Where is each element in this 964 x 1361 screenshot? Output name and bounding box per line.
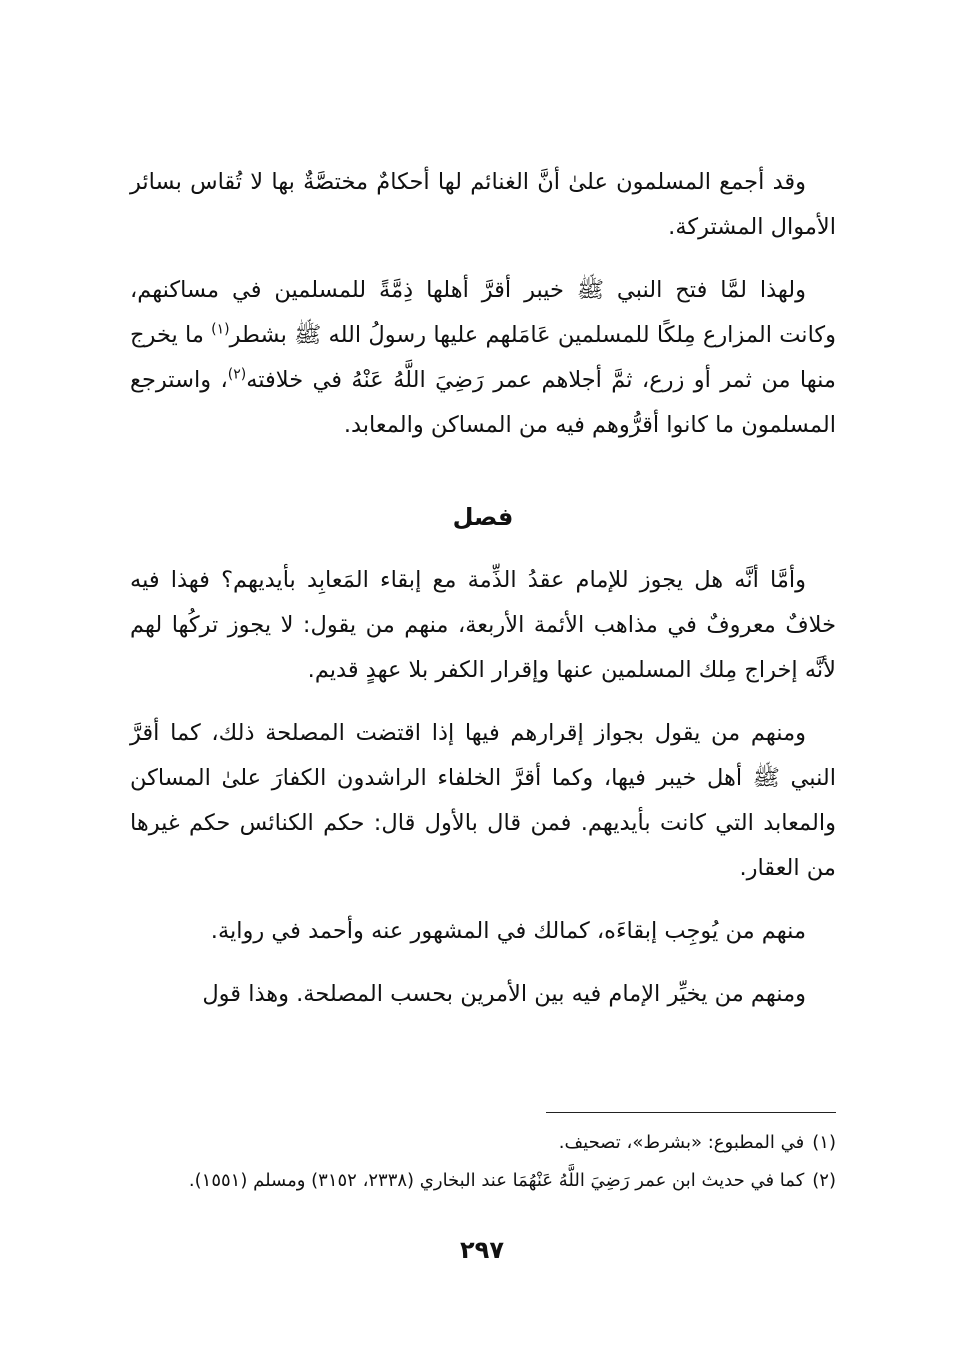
footnote-divider (546, 1112, 836, 1113)
page-number: ٢٩٧ (460, 1236, 504, 1264)
footnote-1 (130, 1124, 836, 1162)
footnote-marker-2[interactable]: (٢) (227, 366, 247, 383)
paragraph-2-part-1: ولهذا لمَّا فتح النبي ﷺ خيبر أقرَّ أهلها ذِمَّةً للمسلمين في مساكنهم، وكانت المزارع مِلكًا للمسلمين عَامَلهم عليها رسولُ الله ﷺ بشطر (130, 277, 836, 348)
paragraph-5: منهم من يُوجِب إبقاءَه، كمالك في المشهور عنه وأحمد في رواية. (210, 918, 806, 944)
footnote-2-number: (٢) (812, 1170, 836, 1191)
main-text-block-1 (130, 160, 836, 448)
section-heading: فصل (452, 503, 514, 531)
paragraph-2 (130, 268, 836, 448)
paragraph-3: وأمَّا أنَّه هل يجوز للإمام عقدُ الذِّمة مع إبقاء المَعابِد بأيديهم؟ فهذا فيه خلافٌ معروفٌ في مذاهب الأئمة الأربعة، منهم من يقول: لا يجوز تركُها لهم لأنَّه إخراج مِلك المسلمين عنها وإقرار الكفر بلا عهدٍ قديم. (130, 567, 836, 683)
paragraph-2-part-3: ، واسترجع المسلمون ما كانوا أقرُّوهم فيه من المساكن والمعابد. (130, 367, 836, 438)
paragraph-4: ومنهم من يقول بجواز إقرارهم فيها إذا اقتضت المصلحة ذلك، كما أقرَّ النبي ﷺ أهل خيبر فيها، وكما أقرَّ الخلفاء الراشدون الكفارَ علىٰ المساكن والمعابد التي كانت بأيديهم. فمن قال بالأول قال: حكم الكنائس حكم غيرها من العقار. (130, 720, 836, 881)
footnote-1-number: (١) (812, 1132, 836, 1153)
paragraph-6: ومنهم من يخيِّر الإمام فيه بين الأمرين بحسب المصلحة. وهذا قول (202, 981, 806, 1007)
main-text-block-2 (130, 558, 836, 1017)
paragraph-2-part-2: ما يخرج منها من ثمر أو زرع، ثمَّ أجلاهم عمر رَضِيَ اللَّهُ عَنْهُ في خلافته (130, 322, 836, 393)
footnote-2 (130, 1162, 836, 1200)
footnote-2-text: كما في حديث ابن عمر رَضِيَ اللَّهُ عَنْهُمَا عند البخاري (٢٣٣٨، ٣١٥٢) ومسلم (١٥٥١). (188, 1170, 805, 1191)
footnote-marker-1[interactable]: (١) (211, 321, 230, 338)
footnote-1-text: في المطبوع: «بشرط»، تصحيف. (558, 1132, 805, 1153)
paragraph-1: وقد أجمع المسلمون علىٰ أنَّ الغنائم لها أحكامٌ مختصَّةٌ بها لا تُقاس بسائر الأموال المشتركة. (130, 169, 836, 240)
footnotes (130, 1124, 836, 1200)
